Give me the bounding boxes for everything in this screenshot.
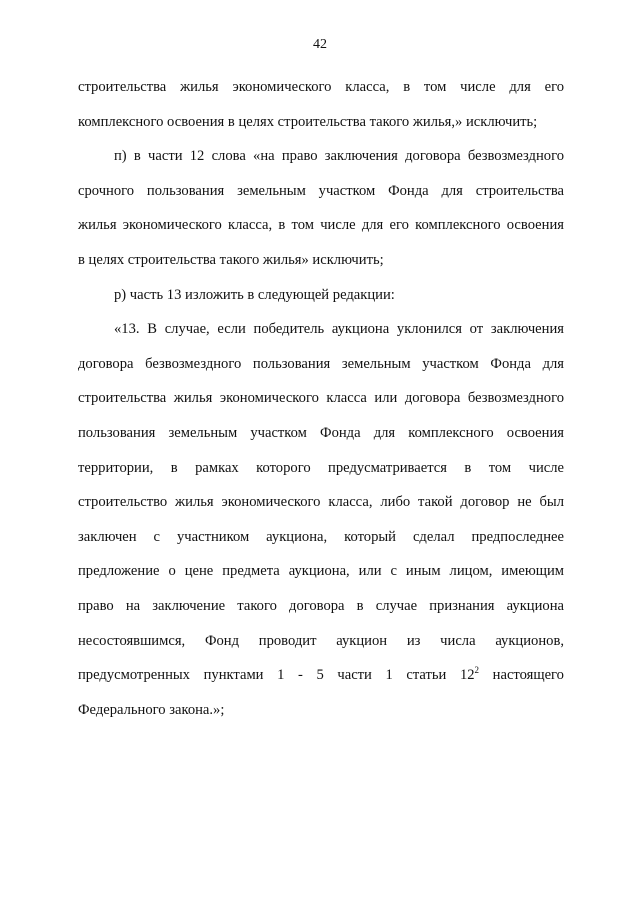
text-line-7: р) часть 13 изложить в следующей редакции:	[114, 286, 395, 303]
text-line-18-main: предусмотренных пунктами 1 - 5 части 1 статьи 12	[78, 667, 475, 684]
text-line-5: жилья экономического класса, в том числе для его комплексного освоения	[78, 217, 564, 234]
text-line-9: договора безвозмездного пользования земельным участком Фонда для	[78, 355, 564, 372]
text-line-6: в целях строительства такого жилья» исключить;	[78, 251, 384, 268]
text-line-10: строительства жилья экономического класса или договора безвозмездного	[78, 390, 564, 407]
text-line-19: Федерального закона.»;	[78, 701, 225, 718]
text-line-8: «13. В случае, если победитель аукциона уклонился от заключения	[114, 321, 564, 338]
text-line-3: п) в части 12 слова «на право заключения договора безвозмездного	[114, 148, 564, 165]
document-body	[78, 70, 564, 727]
superscript: 2	[474, 665, 480, 676]
text-line-14: заключен с участником аукциона, который сделал предпоследнее	[78, 528, 564, 545]
text-line-13: строительство жилья экономического класса, либо такой договор не был	[78, 494, 564, 511]
page-number: 42	[313, 37, 327, 52]
text-line-1: строительства жилья экономического класса, в том числе для его	[78, 79, 564, 95]
text-line-16: право на заключение такого договора в случае признания аукциона	[78, 597, 564, 614]
text-line-15: предложение о цене предмета аукциона, или с иным лицом, имеющим	[78, 563, 564, 580]
text-line-11: пользования земельным участком Фонда для комплексного освоения	[78, 424, 564, 441]
text-line-2: комплексного освоения в целях строительства такого жилья,» исключить;	[78, 113, 538, 130]
text-line-18	[78, 658, 564, 693]
text-line-12: территории, в рамках которого предусматривается в том числе	[78, 459, 564, 476]
text-line-17: несостоявшимся, Фонд проводит аукцион из числа аукционов,	[78, 632, 564, 649]
text-line-4: срочного пользования земельным участком Фонда для строительства	[78, 182, 564, 199]
text-line-18-tail: настоящего	[492, 667, 564, 684]
